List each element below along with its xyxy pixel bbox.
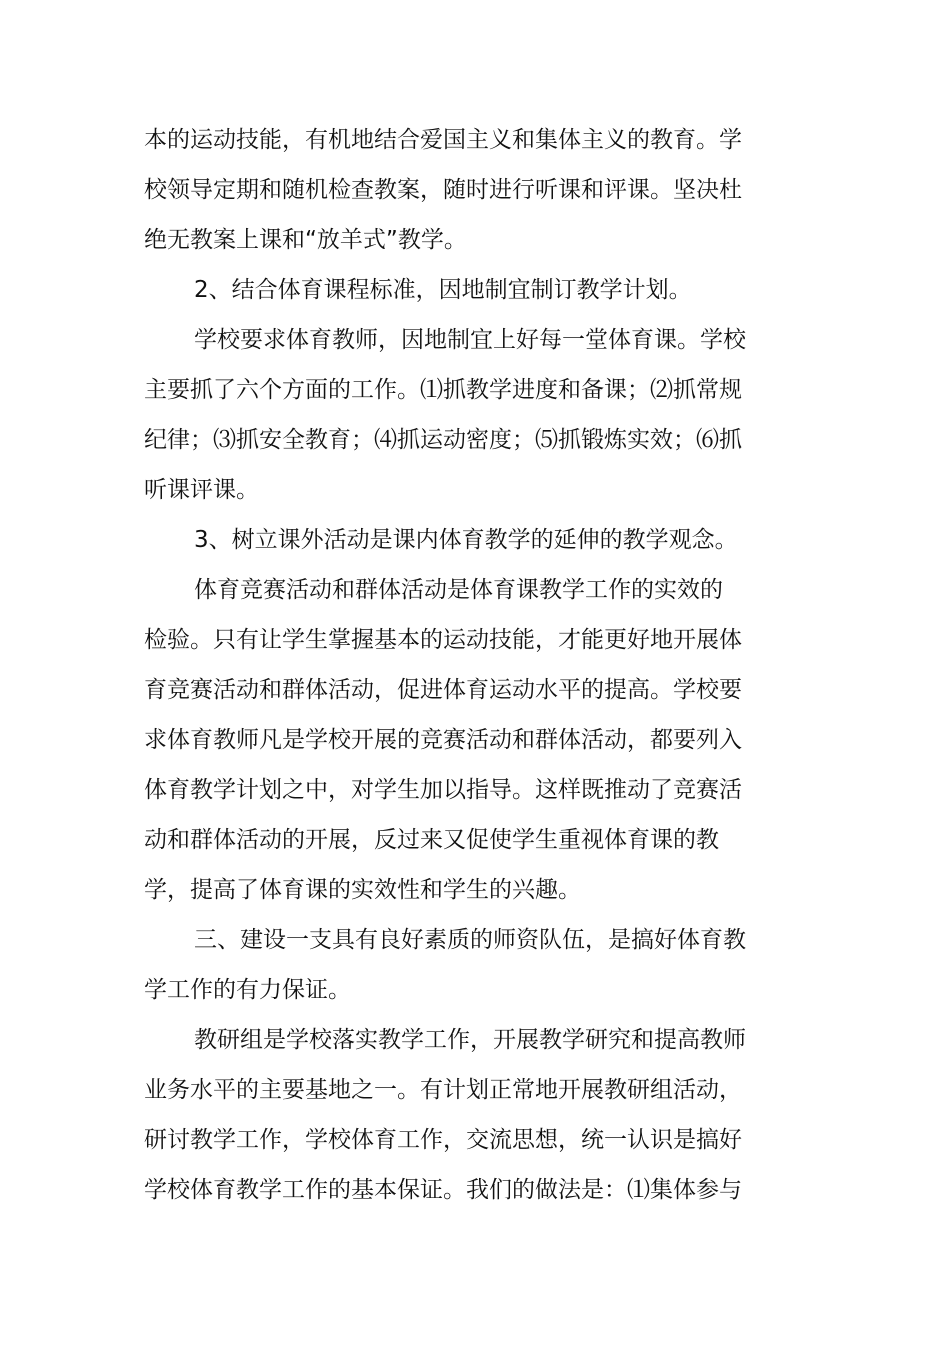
text-line: 动和群体活动的开展，反过来又促使学生重视体育课的教 [144,827,719,853]
text-line: 主要抓了六个方面的工作。⑴抓教学进度和备课；⑵抓常规 [144,377,742,403]
text-line: 学，提高了体育课的实效性和学生的兴趣。 [144,877,581,903]
text-line: 本的运动技能，有机地结合爱国主义和集体主义的教育。学 [144,127,742,153]
text-line: 检验。只有让学生掌握基本的运动技能，才能更好地开展体 [144,627,742,653]
text-line: 研讨教学工作，学校体育工作，交流思想，统一认识是搞好 [144,1127,742,1153]
text-line: 校领导定期和随机检查教案，随时进行听课和评课。坚决杜 [144,177,742,203]
section-heading: 3、树立课外活动是课内体育教学的延伸的教学观念。 [194,527,738,553]
text-line: 育竞赛活动和群体活动，促进体育运动水平的提高。学校要 [144,677,742,703]
text-line: 学校要求体育教师，因地制宜上好每一堂体育课。学校 [194,327,746,353]
text-line: 学校体育教学工作的基本保证。我们的做法是：⑴集体参与 [144,1177,742,1203]
text-line: 体育教学计划之中，对学生加以指导。这样既推动了竞赛活 [144,777,742,803]
text-line: 纪律；⑶抓安全教育；⑷抓运动密度；⑸抓锻炼实效；⑹抓 [144,427,742,453]
text-line: 业务水平的主要基地之一。有计划正常地开展教研组活动， [144,1077,742,1103]
text-line: 教研组是学校落实教学工作，开展教学研究和提高教师 [194,1027,746,1053]
text-line: 听课评课。 [144,477,259,503]
text-line: 体育竞赛活动和群体活动是体育课教学工作的实效的 [194,577,723,603]
text-line: 学工作的有力保证。 [144,977,351,1003]
section-heading: 三、建设一支具有良好素质的师资队伍，是搞好体育教 [194,927,746,953]
text-line: 求体育教师凡是学校开展的竞赛活动和群体活动，都要列入 [144,727,742,753]
section-heading: 2、结合体育课程标准，因地制宜制订教学计划。 [194,277,692,303]
text-line: 绝无教案上课和“放羊式”教学。 [144,227,467,253]
